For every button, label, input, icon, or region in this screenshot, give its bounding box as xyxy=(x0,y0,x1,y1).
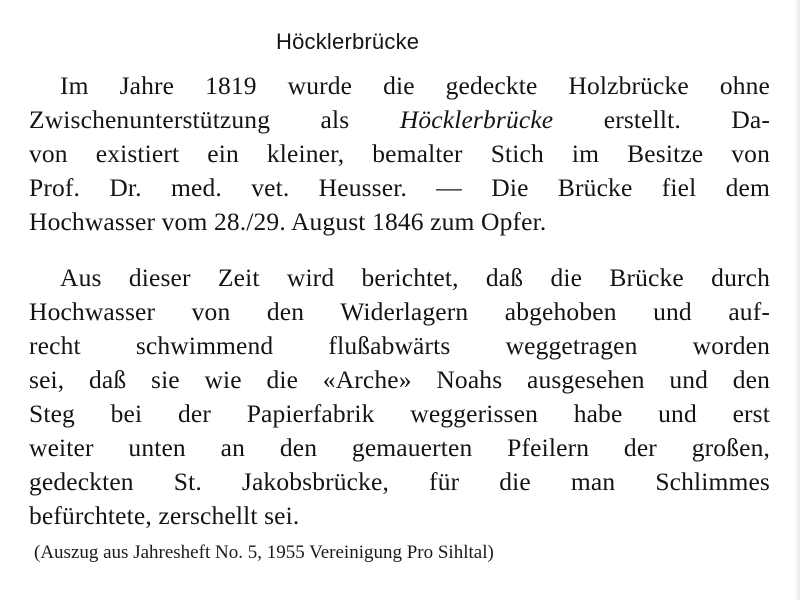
text-run: von existiert ein kleiner, bemalter Stich im Besitze von xyxy=(29,139,770,168)
paragraph-2-line: befürchtete, zerschellt sei. xyxy=(29,501,300,530)
paragraph-2-line: sei, daß sie wie die «Arche» Noahs ausgesehen und den xyxy=(29,365,770,394)
text-run: Hochwasser vom 28./29. August 1846 zum Opfer. xyxy=(29,207,547,236)
text-run: Im Jahre 1819 wurde die gedeckte Holzbrücke ohne xyxy=(60,71,770,100)
text-run: Zwischenunterstützung als xyxy=(29,105,400,134)
text-run: Prof. Dr. med. vet. Heusser. — Die Brücke fiel dem xyxy=(29,173,770,202)
scan-edge-shadow xyxy=(794,0,800,600)
paragraph-2-line: Aus dieser Zeit wird berichtet, daß die Brücke durch xyxy=(60,263,770,292)
paragraph-2-line: gedeckten St. Jakobsbrücke, für die man Schlimmes xyxy=(29,467,770,496)
text-run: erstellt. Da- xyxy=(553,105,771,134)
paragraph-2-line: Steg bei der Papierfabrik weggerissen habe und erst xyxy=(29,399,770,428)
paragraph-1-line xyxy=(29,103,770,137)
italic-text-run: Höcklerbrücke xyxy=(399,105,554,134)
source-citation: (Auszug aus Jahresheft No. 5, 1955 Vereinigung Pro Sihltal) xyxy=(34,542,494,563)
paragraph-2-line: Hochwasser von den Widerlagern abgehoben und auf- xyxy=(29,297,770,326)
paragraph-1-line xyxy=(29,171,770,205)
paragraph-2-line: recht schwimmend flußabwärts weggetragen worden xyxy=(29,331,770,360)
paragraph-1-line xyxy=(29,137,770,171)
paragraph-1-line xyxy=(60,69,770,103)
page-title: Höcklerbrücke xyxy=(276,29,420,54)
paragraph-1-line xyxy=(29,205,770,239)
paragraph-2-line: weiter unten an den gemauerten Pfeilern der großen, xyxy=(29,433,770,462)
